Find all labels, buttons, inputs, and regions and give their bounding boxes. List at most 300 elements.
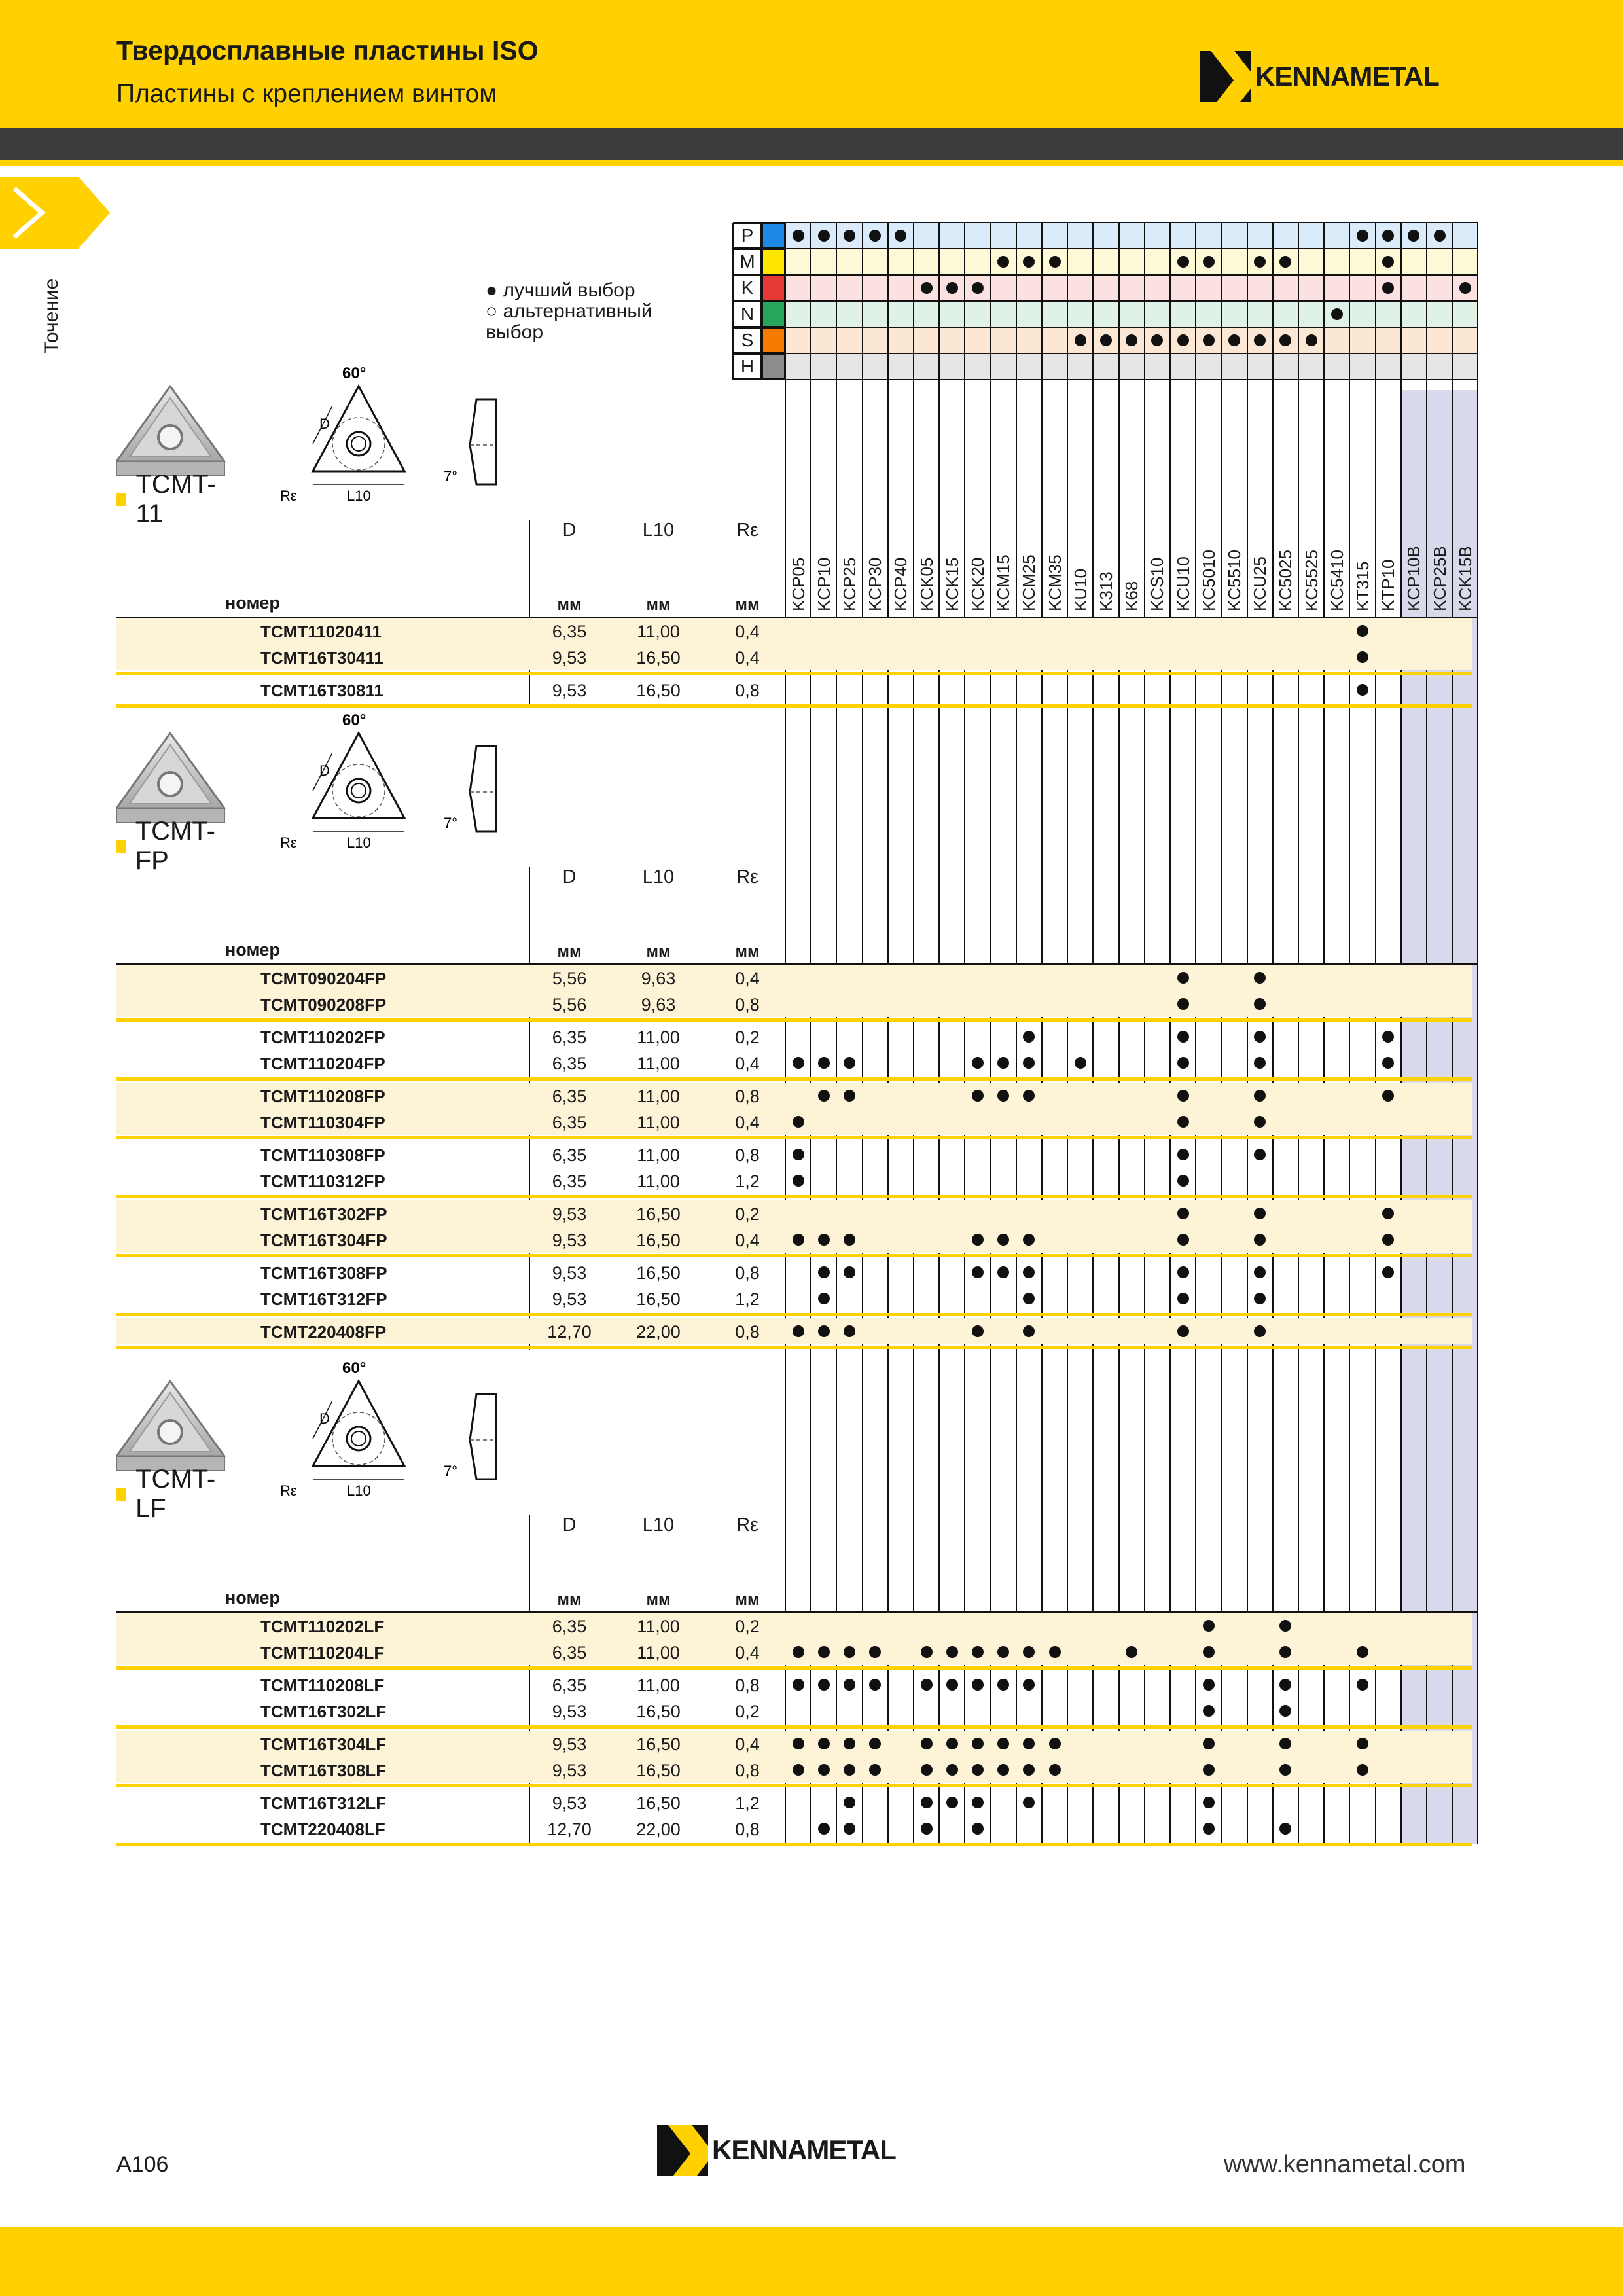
grade-dot	[793, 1149, 804, 1160]
cell-re: 0,8	[735, 995, 760, 1014]
catalog-code: TCMT16T30411	[260, 648, 383, 668]
cell-l10: 16,50	[636, 1793, 681, 1813]
grade-dot	[869, 1679, 881, 1691]
grade-grid-line	[1247, 223, 1248, 1844]
grade-grid-line	[938, 223, 940, 1844]
cell-d: 9,53	[552, 1793, 587, 1813]
cell-l10: 11,00	[637, 1617, 680, 1636]
grade-dot	[1382, 1031, 1394, 1043]
svg-text:L10: L10	[347, 834, 371, 851]
iso-dot	[1075, 334, 1086, 346]
iso-dot	[1177, 256, 1189, 268]
col-unit-d: мм	[557, 596, 582, 614]
grade-dot	[818, 1823, 830, 1835]
legend-alt-label-1: альтернативный	[503, 300, 652, 322]
grade-label: KCS10	[1147, 557, 1168, 611]
grade-dot	[1203, 1823, 1215, 1835]
iso-grid-line	[733, 248, 1478, 249]
catalog-code: TCMT220408LF	[260, 1820, 385, 1839]
grade-dot	[1279, 1705, 1291, 1717]
grade-dot	[1177, 972, 1189, 984]
cell-re: 0,8	[735, 1761, 760, 1780]
header-band	[0, 0, 1623, 128]
svg-text:60°: 60°	[342, 1361, 366, 1377]
cell-d: 5,56	[552, 995, 587, 1014]
iso-letter-S: S	[733, 327, 762, 353]
section-bottom-line	[116, 1843, 1472, 1846]
grade-dot	[1023, 1679, 1035, 1691]
grade-dot	[818, 1764, 830, 1776]
grade-dot	[1049, 1738, 1061, 1749]
cell-l10: 11,00	[637, 1676, 680, 1695]
catalog-code: TCMT16T312FP	[260, 1289, 387, 1309]
grade-dot	[1177, 1090, 1189, 1102]
grade-grid-line	[1323, 223, 1325, 1844]
grade-dot	[818, 1057, 830, 1069]
grade-label: KC5410	[1327, 550, 1347, 611]
grade-label: KCK20	[968, 557, 988, 611]
grade-dot	[1177, 1116, 1189, 1128]
insert-side-view	[444, 1394, 496, 1479]
grade-grid-line	[1272, 223, 1274, 1844]
cell-re: 0,2	[735, 1702, 760, 1721]
grade-label: K68	[1122, 581, 1142, 611]
grade-grid-line	[1349, 223, 1350, 1844]
grade-dot	[793, 1234, 804, 1246]
grade-dot	[1357, 1646, 1368, 1658]
cell-l10: 22,00	[636, 1322, 681, 1342]
catalog-code: TCMT110208LF	[260, 1676, 385, 1695]
cell-d: 6,35	[552, 622, 587, 641]
grade-grid-line	[1298, 223, 1299, 1844]
section-name-text: TCMT-LF	[135, 1465, 216, 1523]
grade-grid-line	[1169, 223, 1171, 1844]
section-name-text: TCMT-11	[135, 470, 216, 528]
cell-d: 9,53	[552, 648, 587, 668]
grade-dot	[793, 1646, 804, 1658]
cell-d: 6,35	[552, 1054, 587, 1073]
cell-l10: 11,00	[637, 1113, 680, 1132]
grade-grid-line	[964, 223, 965, 1844]
cell-d: 9,53	[552, 681, 587, 700]
cell-re: 0,2	[735, 1028, 760, 1047]
grade-dot	[1177, 1149, 1189, 1160]
col-header-re: Rε	[736, 867, 758, 888]
cell-re: 0,4	[735, 1113, 760, 1132]
cell-d: 5,56	[552, 969, 587, 988]
cell-l10: 16,50	[636, 1702, 681, 1721]
grade-dot	[1279, 1823, 1291, 1835]
section-marker-icon	[116, 493, 126, 506]
footer-kennametal-logo	[657, 2125, 896, 2176]
iso-color-M	[762, 249, 785, 275]
kennametal-k-icon	[1200, 51, 1251, 102]
kennametal-logo	[1200, 51, 1439, 102]
legend-alt	[486, 301, 652, 322]
iso-dot	[844, 230, 855, 242]
cell-re: 0,8	[735, 1145, 760, 1165]
grade-dot	[844, 1679, 855, 1691]
col-unit-re: мм	[735, 596, 760, 614]
iso-letter-P: P	[733, 223, 762, 249]
grade-dot	[946, 1679, 958, 1691]
website-link[interactable]: www.kennametal.com	[1224, 2151, 1466, 2178]
cell-re: 0,4	[735, 1230, 760, 1250]
grade-dot	[1023, 1057, 1035, 1069]
grade-dot	[793, 1057, 804, 1069]
cell-l10: 11,00	[637, 1028, 680, 1047]
col-unit-d: мм	[557, 1590, 582, 1609]
grade-dot	[972, 1764, 984, 1776]
grade-dot	[818, 1266, 830, 1278]
grade-dot	[1254, 1057, 1266, 1069]
grade-label: KTP10	[1378, 559, 1399, 611]
cell-d: 9,53	[552, 1734, 587, 1754]
iso-letter-H: H	[733, 353, 762, 380]
catalog-code: TCMT16T304LF	[260, 1734, 387, 1754]
cell-d: 6,35	[552, 1145, 587, 1165]
col-unit-l10: мм	[646, 596, 671, 614]
cell-re: 0,8	[735, 1086, 760, 1106]
grade-dot	[1203, 1738, 1215, 1749]
svg-text:D: D	[319, 1410, 330, 1427]
section-name	[116, 1465, 219, 1524]
catalog-code: TCMT16T312LF	[260, 1793, 387, 1813]
grade-grid-line	[1016, 223, 1017, 1844]
cell-l10: 16,50	[636, 1289, 681, 1309]
grade-dot	[972, 1646, 984, 1658]
grade-dot	[1357, 1679, 1368, 1691]
iso-color-P	[762, 223, 785, 249]
grade-dot	[1203, 1797, 1215, 1808]
cell-re: 1,2	[735, 1172, 760, 1191]
grade-dot	[818, 1325, 830, 1337]
grade-dot	[946, 1646, 958, 1658]
grade-label: KCP10B	[1404, 546, 1424, 611]
grade-dot	[921, 1646, 933, 1658]
grade-dot	[997, 1266, 1009, 1278]
cell-l10: 16,50	[636, 1734, 681, 1754]
insert-photo-icon	[116, 733, 224, 823]
grade-label: KCM35	[1044, 554, 1065, 611]
iso-dot	[1203, 334, 1215, 346]
grade-dot	[818, 1293, 830, 1304]
grade-dot	[818, 1646, 830, 1658]
grade-dot	[1203, 1764, 1215, 1776]
grade-dot	[844, 1234, 855, 1246]
catalog-code: TCMT16T308FP	[260, 1263, 387, 1283]
cell-l10: 16,50	[636, 1204, 681, 1224]
grade-dot	[844, 1266, 855, 1278]
grade-label: KC5510	[1224, 550, 1244, 611]
section-marker-icon	[116, 840, 126, 853]
grade-dot	[972, 1234, 984, 1246]
dims-divider	[529, 520, 530, 706]
grade-dot	[818, 1738, 830, 1749]
grade-dot	[793, 1679, 804, 1691]
svg-text:Rε: Rε	[280, 834, 297, 851]
footer-kennametal-k-icon	[657, 2125, 708, 2176]
iso-dot	[1177, 334, 1189, 346]
cell-d: 6,35	[552, 1676, 587, 1695]
row-separator	[116, 1018, 1472, 1022]
svg-text:D: D	[319, 762, 330, 779]
grade-dot	[1023, 1797, 1035, 1808]
grade-dot	[1177, 1293, 1189, 1304]
cell-d: 9,53	[552, 1204, 587, 1224]
iso-dot	[946, 282, 958, 294]
col-header-d: D	[562, 867, 577, 888]
grade-dot	[793, 1738, 804, 1749]
grade-grid-line	[1092, 223, 1094, 1844]
grade-dot	[818, 1679, 830, 1691]
hollow-dot-icon: ○	[486, 300, 498, 322]
insert-photo-icon	[116, 1381, 224, 1471]
grade-dot	[921, 1823, 933, 1835]
grade-label: KCM25	[1019, 554, 1039, 611]
iso-color-S	[762, 327, 785, 353]
catalog-code: TCMT090208FP	[260, 995, 387, 1014]
svg-text:60°: 60°	[342, 713, 366, 729]
row-separator	[116, 1725, 1472, 1729]
col-header-d: D	[562, 520, 577, 541]
cell-d: 9,53	[552, 1289, 587, 1309]
grade-dot	[793, 1175, 804, 1187]
grade-dot	[1254, 1149, 1266, 1160]
iso-dot	[1228, 334, 1240, 346]
catalog-code: TCMT16T304FP	[260, 1230, 387, 1250]
cell-re: 0,8	[735, 681, 760, 700]
iso-dot	[1434, 230, 1446, 242]
row-separator	[116, 1254, 1472, 1257]
grade-dot	[1177, 998, 1189, 1010]
legend-alt-2	[486, 322, 652, 343]
grade-dot	[844, 1797, 855, 1808]
grade-dot	[1357, 625, 1368, 637]
cell-re: 0,8	[735, 1263, 760, 1283]
svg-text:60°: 60°	[342, 367, 366, 382]
cell-re: 0,4	[735, 969, 760, 988]
grade-dot	[1203, 1620, 1215, 1632]
col-header-l10: L10	[642, 1515, 675, 1535]
iso-grid-line	[733, 353, 1478, 354]
footer-logo-text: KENNAMETAL	[712, 2134, 896, 2165]
grade-dot	[844, 1090, 855, 1102]
grade-label: KCK05	[916, 557, 936, 611]
row-separator	[116, 1313, 1472, 1316]
cell-l10: 11,00	[637, 1054, 680, 1073]
svg-text:7°: 7°	[444, 815, 458, 831]
section-name	[116, 817, 219, 876]
grade-label: KC5010	[1198, 550, 1219, 611]
row-separator	[116, 672, 1472, 675]
catalog-code: TCMT16T30811	[260, 681, 383, 700]
catalog-code: TCMT11020411	[260, 622, 382, 641]
grade-dot	[844, 1764, 855, 1776]
grade-dot	[1177, 1175, 1189, 1187]
grade-dot	[1023, 1266, 1035, 1278]
iso-dot	[921, 282, 933, 294]
cell-l10: 16,50	[636, 1230, 681, 1250]
grade-dot	[972, 1823, 984, 1835]
legend-best-label: лучший выбор	[503, 279, 635, 301]
iso-dot	[1049, 256, 1061, 268]
cell-d: 6,35	[552, 1172, 587, 1191]
grade-dot	[921, 1797, 933, 1808]
grade-dot	[972, 1738, 984, 1749]
cell-l10: 11,00	[637, 1643, 680, 1662]
grade-dot	[1049, 1764, 1061, 1776]
grade-dot	[921, 1679, 933, 1691]
page-title: Твердосплавные пластины ISO	[116, 35, 539, 65]
grade-label: KCK15	[942, 557, 962, 611]
side-label-turning: Точение	[41, 278, 62, 353]
header-dark-band	[0, 128, 1623, 160]
grade-dot	[1023, 1293, 1035, 1304]
grade-dot	[793, 1325, 804, 1337]
cell-l10: 11,00	[637, 1086, 680, 1106]
catalog-code: TCMT110308FP	[260, 1145, 385, 1165]
catalog-code: TCMT220408FP	[260, 1322, 387, 1342]
grade-grid-line	[1477, 223, 1478, 1844]
grade-dot	[946, 1797, 958, 1808]
grade-dot	[972, 1266, 984, 1278]
iso-dot	[1459, 282, 1471, 294]
grade-dot	[1254, 1293, 1266, 1304]
cell-l10: 16,50	[636, 681, 681, 700]
grade-dot	[844, 1057, 855, 1069]
grade-dot	[1177, 1031, 1189, 1043]
grade-dot	[1177, 1266, 1189, 1278]
iso-dot	[1100, 334, 1112, 346]
grade-dot	[972, 1679, 984, 1691]
row-separator	[116, 1136, 1472, 1139]
grade-dot	[1357, 1738, 1368, 1749]
catalog-code: TCMT110202LF	[260, 1617, 385, 1636]
cell-l10: 11,00	[637, 1172, 680, 1191]
grade-label: KCP10	[813, 557, 834, 611]
cell-d: 9,53	[552, 1761, 587, 1780]
grade-grid-line	[990, 223, 991, 1844]
col-header-d: D	[562, 1515, 577, 1535]
grade-grid-line	[862, 223, 863, 1844]
catalog-code: TCMT090204FP	[260, 969, 387, 988]
grade-dot	[1382, 1266, 1394, 1278]
grade-dot	[921, 1738, 933, 1749]
grade-dot	[1177, 1208, 1189, 1219]
catalog-code: TCMT16T302LF	[260, 1702, 387, 1721]
grade-dot	[844, 1325, 855, 1337]
grade-dot	[1382, 1057, 1394, 1069]
grade-grid-line	[1118, 223, 1120, 1844]
grade-dot	[793, 1764, 804, 1776]
grade-dot	[1177, 1057, 1189, 1069]
iso-letter-N: N	[733, 301, 762, 327]
cell-re: 0,4	[735, 622, 760, 641]
row-separator	[116, 1784, 1472, 1787]
grade-label: KCP25B	[1429, 546, 1450, 611]
catalog-code: TCMT16T308LF	[260, 1761, 387, 1780]
legend	[486, 280, 652, 343]
page-number: A106	[116, 2152, 169, 2177]
grade-grid-line	[1375, 223, 1376, 1844]
grade-label: KC5525	[1301, 550, 1321, 611]
iso-dot	[972, 282, 984, 294]
iso-dot	[1331, 308, 1343, 320]
logo-text: KENNAMETAL	[1255, 61, 1439, 92]
insert-photo-icon	[116, 386, 224, 476]
section-marker-icon	[116, 1488, 126, 1501]
grade-label: KCP05	[788, 557, 808, 611]
grade-dot	[1203, 1705, 1215, 1717]
cell-re: 0,8	[735, 1820, 760, 1839]
grade-dot	[818, 1234, 830, 1246]
grade-label: KCU10	[1173, 556, 1193, 611]
cell-l10: 22,00	[636, 1820, 681, 1839]
grade-label: KCK15B	[1455, 546, 1475, 611]
catalog-code: TCMT16T302FP	[260, 1204, 387, 1224]
grade-grid-line	[836, 223, 837, 1844]
filled-dot-icon: ●	[486, 279, 498, 301]
grade-label: KC5025	[1275, 550, 1296, 611]
cell-l10: 11,00	[637, 1145, 680, 1165]
iso-grid-line	[733, 379, 1478, 380]
cell-re: 0,2	[735, 1204, 760, 1224]
grade-dot	[1023, 1031, 1035, 1043]
grade-dot	[1203, 1679, 1215, 1691]
grade-dot	[972, 1090, 984, 1102]
catalog-number-header: номер	[225, 940, 280, 960]
iso-dot	[1203, 256, 1215, 268]
svg-text:Rε: Rε	[280, 488, 297, 504]
catalog-code: TCMT110208FP	[260, 1086, 385, 1106]
cell-l10: 16,50	[636, 648, 681, 668]
catalog-number-header: номер	[225, 593, 280, 613]
cell-re: 1,2	[735, 1793, 760, 1813]
insert-geometry-diagram	[280, 1361, 404, 1499]
side-chevron-icon	[0, 177, 111, 249]
iso-dot	[793, 230, 804, 242]
header-yellow-line	[0, 160, 1623, 166]
grade-label: KCP25	[840, 557, 859, 611]
col-header-re: Rε	[736, 1515, 758, 1535]
grade-dot	[972, 1325, 984, 1337]
col-header-re: Rε	[736, 520, 758, 541]
catalog-code: TCMT110204LF	[260, 1643, 385, 1662]
cell-l10: 16,50	[636, 1263, 681, 1283]
grade-dot	[1254, 1031, 1266, 1043]
grade-grid-line	[1426, 223, 1427, 1844]
grade-dot	[997, 1057, 1009, 1069]
cell-d: 9,53	[552, 1230, 587, 1250]
grade-dot	[1254, 1266, 1266, 1278]
grade-dot	[946, 1738, 958, 1749]
grade-dot	[972, 1057, 984, 1069]
cell-re: 1,2	[735, 1289, 760, 1309]
grade-label: KT315	[1353, 561, 1372, 611]
catalog-code: TCMT110204FP	[260, 1054, 385, 1073]
iso-color-N	[762, 301, 785, 327]
iso-dot	[818, 230, 830, 242]
col-unit-l10: мм	[646, 1590, 671, 1609]
grade-grid-line	[1144, 223, 1145, 1844]
svg-text:7°: 7°	[444, 1463, 458, 1479]
section-name	[116, 470, 219, 529]
grade-label: KCU25	[1250, 556, 1270, 611]
row-separator	[116, 1077, 1472, 1081]
cell-re: 0,4	[735, 1643, 760, 1662]
cell-re: 0,8	[735, 1322, 760, 1342]
